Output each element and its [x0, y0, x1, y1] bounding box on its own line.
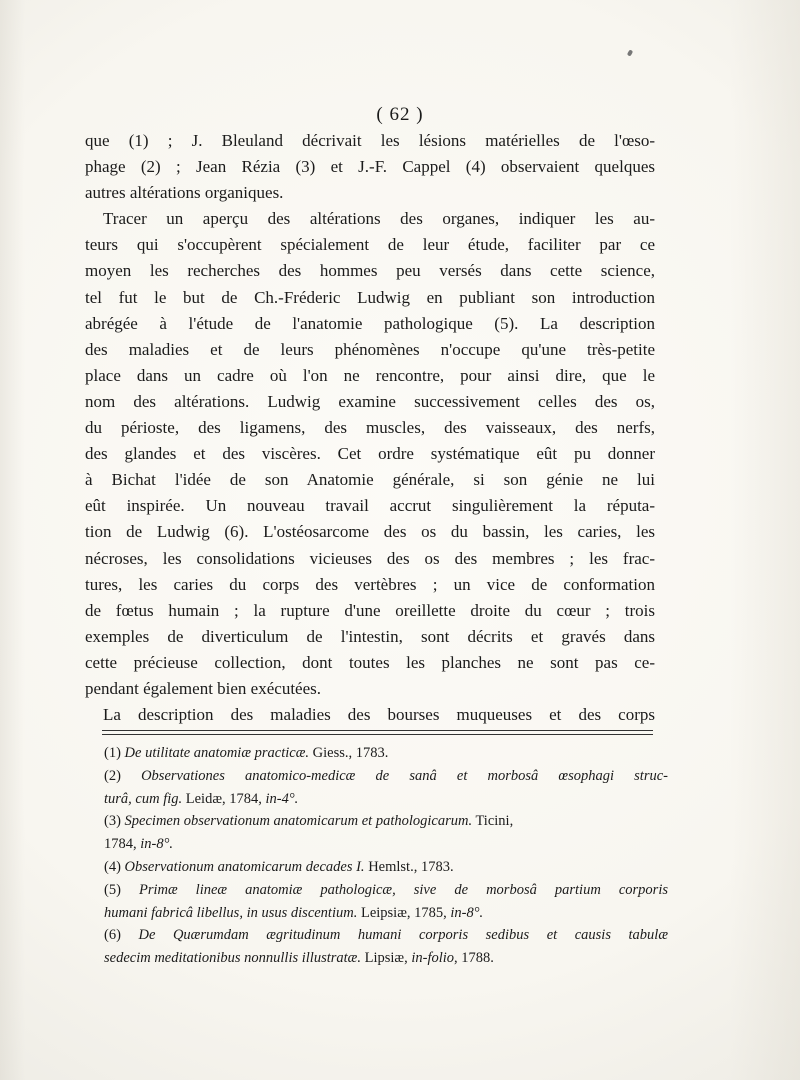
footnote-1: [104, 742, 668, 765]
footnote-title: Specimen observationum anatomicarum et pathologicarum.: [124, 813, 473, 830]
text-line: de fœtus humain ; la rupture d'une oreillette droite du cœur ; trois: [85, 600, 655, 620]
footnote-title: sedecim meditationibus nonnullis illustratæ.: [104, 950, 361, 967]
text-line: tel fut le but de Ch.-Fréderic Ludwig en publiant son introduction: [85, 287, 655, 307]
footnote-number: (3): [104, 813, 121, 830]
footnote-imprint: Hemlst., 1783.: [364, 858, 454, 875]
text-line: cette précieuse collection, dont toutes les planches ne sont pas ce-: [85, 652, 655, 672]
footnote-imprint: Giess., 1783.: [309, 745, 389, 761]
footnote-2: [104, 765, 668, 788]
footnote-year: , 1788.: [454, 950, 494, 967]
text-line: du périoste, des ligamens, des muscles, des vaisseaux, des nerfs,: [85, 418, 655, 438]
text-line: exemples de diverticulum de l'intestin, sont décrits et gravés dans: [85, 626, 655, 646]
text-line: des maladies et de leurs phénomènes n'occupe qu'une très-petite: [85, 339, 655, 359]
page-left-shadow: [0, 0, 25, 1080]
footnote-title: De utilitate anatomiæ practicæ.: [124, 745, 310, 761]
footnote-number: (5): [104, 881, 121, 898]
footnote-number: (6): [104, 927, 121, 944]
text-line: des glandes et des viscères. Cet ordre systématique eût pu donner: [85, 444, 655, 464]
text-line: La description des maladies des bourses muqueuses et des corps: [103, 705, 655, 725]
text-line: tion de Ludwig (6). L'ostéosarcome des os du bassin, les caries, les: [85, 522, 655, 542]
footnote-title: turâ, cum fig.: [104, 790, 183, 807]
footnote-format: in-4°.: [265, 790, 299, 807]
text-line: pendant également bien exécutées.: [85, 678, 321, 698]
footnote-format: in-8°.: [450, 904, 484, 921]
footnote-year: 1784,: [104, 836, 141, 853]
text-line: place dans un cadre où l'on ne rencontre, pour ainsi dire, que le: [85, 365, 655, 385]
text-line: que (1) ; J. Bleuland décrivait les lésions matérielles de l'œso-: [85, 131, 655, 150]
footnote-imprint: Leipsiæ, 1785,: [357, 904, 451, 921]
footnote-4: [104, 856, 668, 879]
footnote-title: Primæ lineæ anatomiæ pathologicæ, sive de morbosâ partium corporis: [138, 881, 668, 898]
footnote-imprint: Lipsiæ,: [360, 950, 412, 967]
footnote-5-continued: [104, 902, 668, 925]
text-line: nécroses, les consolidations vicieuses des os des membres ; les frac-: [85, 548, 655, 568]
footnote-format: in-8°.: [140, 836, 174, 853]
text-line: abrégée à l'étude de l'anatomie pathologique (5). La description: [85, 313, 655, 333]
footnote-6-continued: [104, 947, 668, 970]
text-line: nom des altérations. Ludwig examine successivement celles des os,: [85, 391, 655, 411]
page-number: ( 62 ): [376, 104, 424, 125]
footnote-2-continued: [104, 788, 668, 811]
text-line: moyen les recherches des hommes peu versés dans cette science,: [85, 261, 655, 281]
ink-speck: [627, 49, 633, 56]
text-line: phage (2) ; Jean Rézia (3) et J.-F. Cappel (4) observaient quelques: [85, 157, 655, 177]
footnote-number: (2): [104, 767, 121, 784]
footnote-imprint: Ticini,: [472, 813, 514, 830]
footnote-3-continued: [104, 833, 668, 856]
main-text: [85, 128, 655, 728]
footnote-title: humani fabricâ libellus, in usus discentium.: [104, 904, 358, 921]
footnote-divider: [102, 730, 653, 735]
text-line: eût inspirée. Un nouveau travail accrut singulièrement la réputa-: [85, 496, 655, 516]
footnote-6: [104, 924, 668, 947]
footnote-number: (1): [104, 745, 121, 761]
footnotes: [104, 742, 668, 970]
footnote-title: De Quærumdam ægritudinum humani corporis sedibus et causis tabulæ: [138, 927, 669, 944]
text-line: Tracer un aperçu des altérations des organes, indiquer les au-: [103, 209, 655, 229]
text-line: tures, les caries du corps des vertèbres ; un vice de conformation: [85, 574, 655, 594]
text-line: à Bichat l'idée de son Anatomie générale, si son génie ne lui: [85, 470, 655, 490]
text-line: teurs qui s'occupèrent spécialement de leur étude, faciliter par ce: [85, 235, 655, 255]
footnote-imprint: Leidæ, 1784,: [182, 790, 266, 807]
footnote-title: Observationum anatomicarum decades I.: [124, 858, 365, 875]
footnote-format: in-folio: [411, 950, 455, 967]
page-right-shadow: [730, 0, 800, 1080]
text-line: autres altérations organiques.: [85, 183, 284, 203]
footnote-3: [104, 810, 668, 833]
footnote-number: (4): [104, 858, 121, 875]
footnote-title: Observationes anatomico-medicæ de sanâ et morbosâ œsophagi struc-: [141, 767, 668, 784]
footnote-5: [104, 879, 668, 902]
